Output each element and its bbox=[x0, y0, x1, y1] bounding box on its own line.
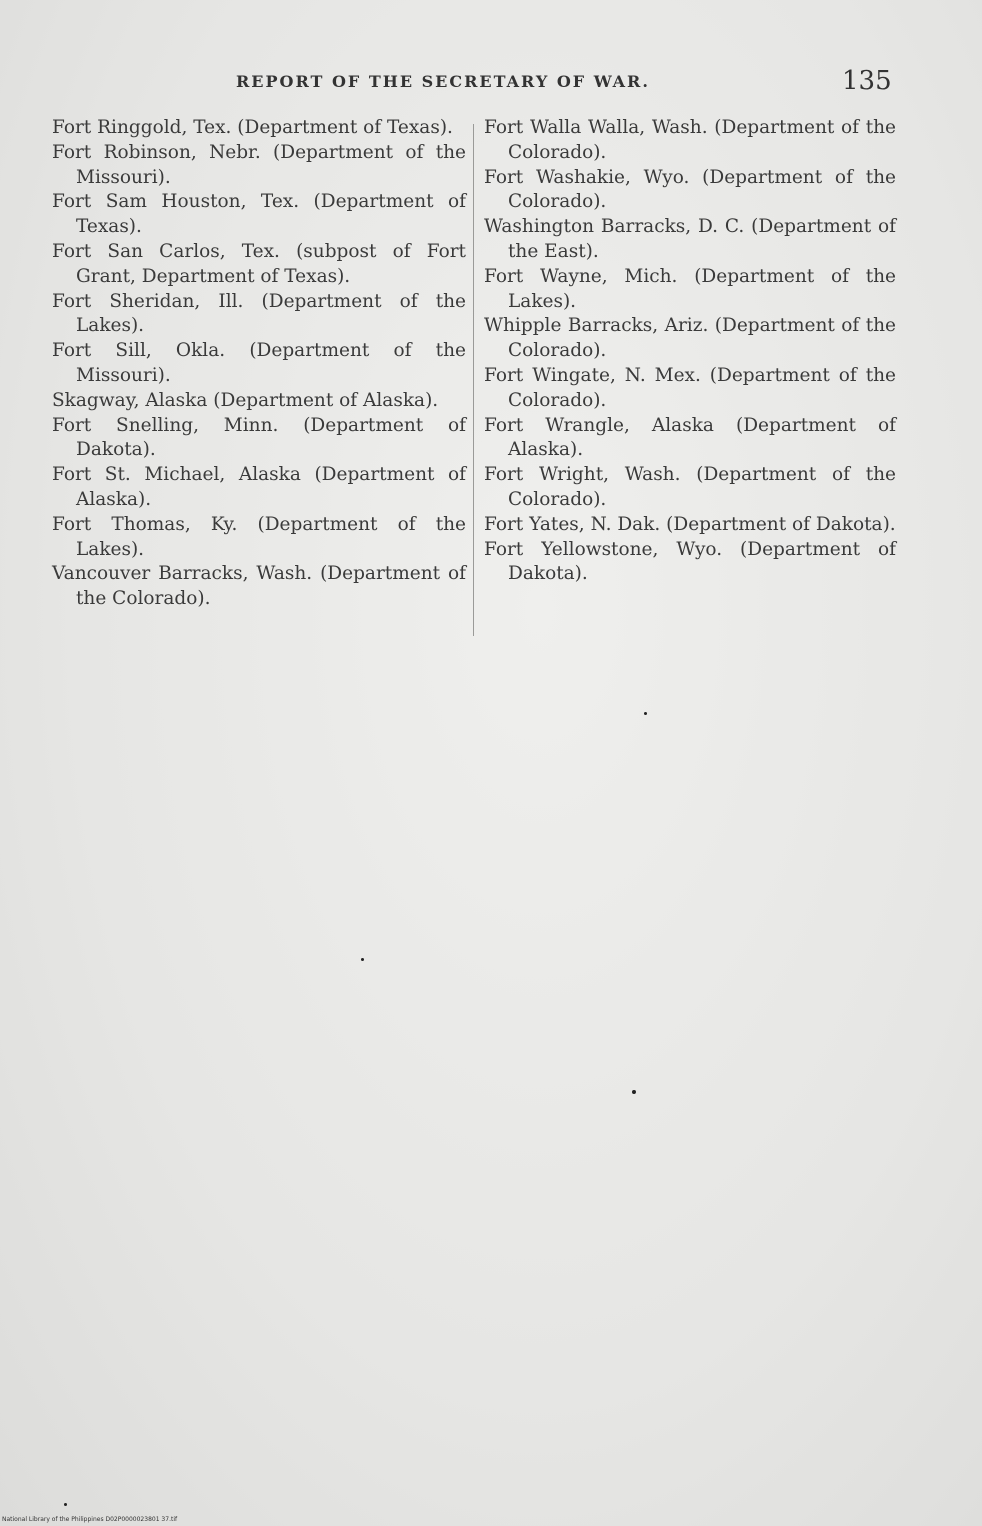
page-number: 135 bbox=[842, 66, 892, 96]
right-column bbox=[484, 116, 896, 587]
ink-speck bbox=[632, 1090, 636, 1094]
scan-credit: National Library of the Philippines D02P0000023801 37.tif bbox=[2, 1516, 178, 1523]
list-item: Fort Wayne, Mich. (Department of the Lakes). bbox=[484, 265, 896, 312]
list-item: Fort Sheridan, Ill. (Department of the Lakes). bbox=[52, 290, 466, 337]
running-head bbox=[0, 66, 982, 100]
list-item: Skagway, Alaska (Department of Alaska). bbox=[52, 389, 439, 411]
left-column bbox=[52, 116, 466, 612]
list-item: Fort San Carlos, Tex. (subpost of Fort Grant, Department of Texas). bbox=[52, 240, 466, 287]
list-item: Fort Robinson, Nebr. (Department of the Missouri). bbox=[52, 141, 466, 188]
column-divider bbox=[473, 124, 474, 636]
list-item: Fort Walla Walla, Wash. (Department of the Colorado). bbox=[484, 117, 896, 163]
list-item: Fort Thomas, Ky. (Department of the Lakes). bbox=[52, 513, 466, 560]
list-item: Fort Wingate, N. Mex. (Department of the Colorado). bbox=[484, 364, 896, 411]
list-item: Vancouver Barracks, Wash. (Department of the Colorado). bbox=[52, 563, 466, 610]
list-item: Fort Yates, N. Dak. (Department of Dakota). bbox=[484, 513, 896, 535]
ink-speck bbox=[361, 958, 364, 961]
list-item: Fort Yellowstone, Wyo. (Department of Dakota). bbox=[484, 538, 896, 585]
list-item: Fort Washakie, Wyo. (Department of the Colorado). bbox=[484, 166, 896, 213]
list-item: Fort Sam Houston, Tex. (Department of Texas). bbox=[52, 191, 466, 238]
list-item: Fort Wright, Wash. (Department of the Colorado). bbox=[484, 464, 896, 510]
list-item: Fort Wrangle, Alaska (Department of Alaska). bbox=[484, 414, 896, 461]
list-item: Fort Sill, Okla. (Department of the Missouri). bbox=[52, 340, 466, 386]
list-item: Fort St. Michael, Alaska (Department of Alaska). bbox=[52, 464, 466, 510]
page-title: REPORT OF THE SECRETARY OF WAR. bbox=[236, 72, 650, 91]
list-item: Whipple Barracks, Ariz. (Department of the Colorado). bbox=[484, 315, 896, 362]
ink-speck bbox=[644, 712, 647, 715]
ink-speck bbox=[64, 1503, 67, 1506]
list-item: Fort Snelling, Minn. (Department of Dakota). bbox=[52, 414, 466, 461]
list-item: Fort Ringgold, Tex. (Department of Texas). bbox=[52, 117, 453, 138]
list-item: Washington Barracks, D. C. (Department of the East). bbox=[484, 216, 896, 262]
